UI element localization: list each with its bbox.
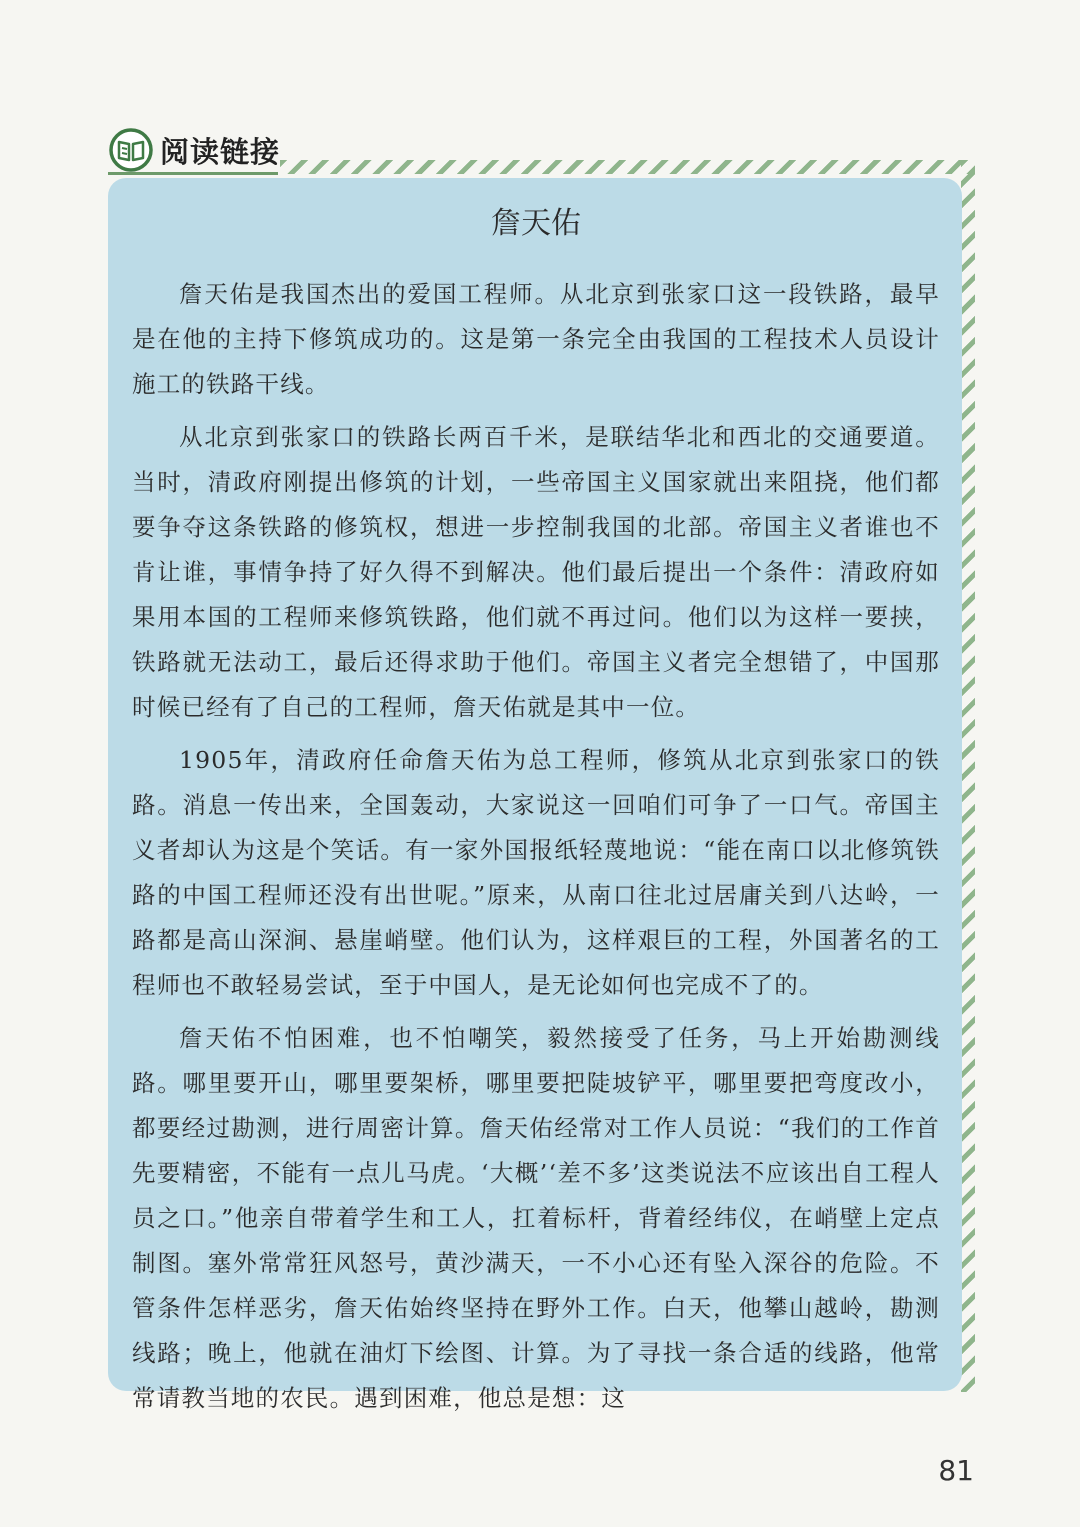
decorative-stripe-right [961,160,975,1392]
page-number: 81 [938,1454,974,1487]
article-paragraph: 詹天佑不怕困难，也不怕嘲笑，毅然接受了任务，马上开始勘测线路。哪里要开山，哪里要架桥，哪里要把陡坡铲平，哪里要把弯度改小，都要经过勘测，进行周密计算。詹天佑经常对工作人员说：“我们的工作首先要精密，不能有一点儿马虎。‘大概’‘差不多’这类说法不应该出自工程人员之口。”他亲自带着学生和工人，扛着标杆，背着经纬仪，在峭壁上定点制图。塞外常常狂风怒号，黄沙满天，一不小心还有坠入深谷的危险。不管条件怎样恶劣，詹天佑始终坚持在野外工作。白天，他攀山越岭，勘测线路；晚上，他就在油灯下绘图、计算。为了寻找一条合适的线路，他常常请教当地的农民。遇到困难，他总是想：这 [132,1024,940,1412]
article-paragraph: 詹天佑是我国杰出的爱国工程师。从北京到张家口这一段铁路，最早是在他的主持下修筑成功的。这是第一条完全由我国的工程技术人员设计施工的铁路干线。 [132,280,940,398]
book-circle-icon [108,127,154,173]
section-header [108,126,280,174]
article-title: 詹天佑 [491,206,581,241]
article-paragraph: 1905年，清政府任命詹天佑为总工程师，修筑从北京到张家口的铁路。消息一传出来，全国轰动，大家说这一回咱们可争了一口气。帝国主义者却认为这是个笑话。有一家外国报纸轻蔑地说：“能在南口以北修筑铁路的中国工程师还没有出世呢。”原来，从南口往北过居庸关到八达岭，一路都是高山深涧、悬崖峭壁。他们认为，这样艰巨的工程，外国著名的工程师也不敢轻易尝试，至于中国人，是无论如何也完成不了的。 [132,746,940,999]
decorative-stripe-top [280,160,975,174]
section-title: 阅读链接 [160,134,281,169]
header-underline [108,172,278,175]
article-paragraph: 从北京到张家口的铁路长两百千米，是联结华北和西北的交通要道。当时，清政府刚提出修筑的计划，一些帝国主义国家就出来阻挠，他们都要争夺这条铁路的修筑权，想进一步控制我国的北部。帝国主义者谁也不肯让谁，事情争持了好久得不到解决。他们最后提出一个条件：清政府如果用本国的工程师来修筑铁路，他们就不再过问。他们以为这样一要挟，铁路就无法动工，最后还得求助于他们。帝国主义者完全想错了，中国那时候已经有了自己的工程师，詹天佑就是其中一位。 [132,423,940,721]
reading-panel [108,178,962,1412]
